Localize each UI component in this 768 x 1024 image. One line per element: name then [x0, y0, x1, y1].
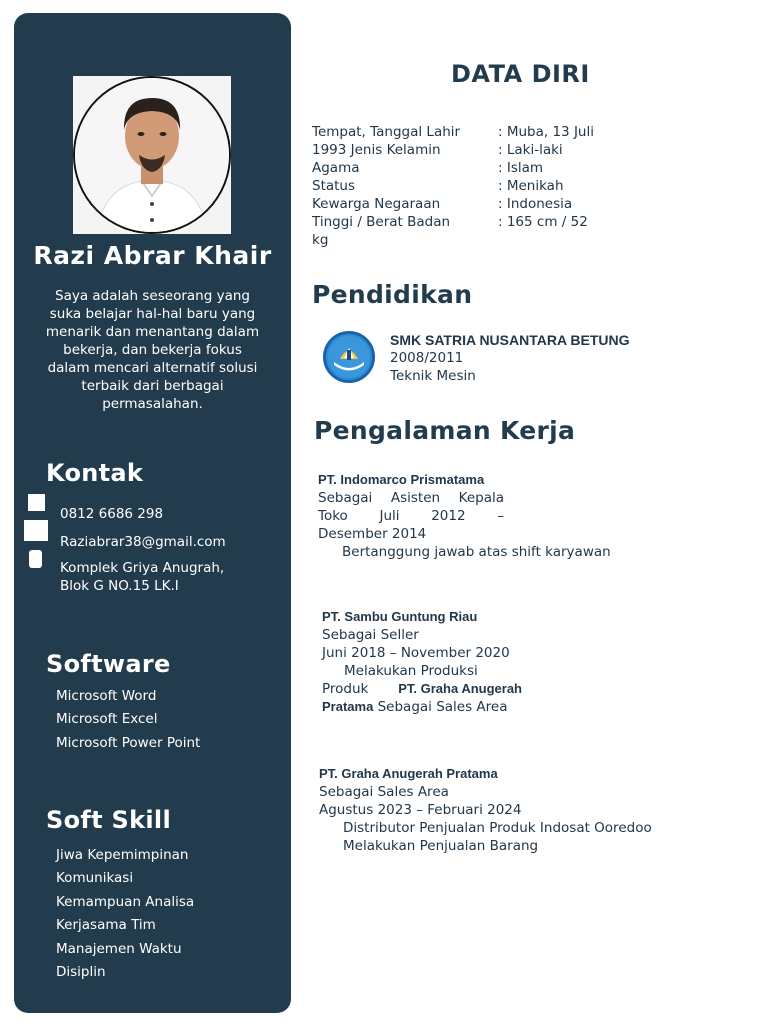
- email-icon: [24, 520, 48, 541]
- job-company: PT. Graha Anugerah Pratama: [319, 766, 498, 781]
- list-item: [33, 937, 194, 961]
- job-entry: [318, 471, 628, 561]
- softskill-item: Disiplin: [56, 964, 106, 981]
- job-entry: [319, 765, 719, 855]
- datadiri-value: : Laki-laki: [498, 142, 563, 158]
- datadiri-value: : Muba, 13 Juli: [498, 124, 594, 140]
- software-item: Microsoft Word: [56, 687, 157, 704]
- address-line: Blok G NO.15 LK.I: [60, 578, 179, 594]
- software-item: Microsoft Power Point: [56, 734, 201, 751]
- softskill-item: Manajemen Waktu: [56, 940, 182, 957]
- software-heading: Software: [46, 650, 171, 678]
- datadiri-label: Tempat, Tanggal Lahir: [312, 124, 461, 140]
- softskill-item: Jiwa Kepemimpinan: [56, 846, 189, 863]
- tut-wuri-logo-icon: [326, 334, 372, 380]
- job-duty-line: Produk PT. Graha Anugerah: [322, 681, 522, 697]
- job-role: Sebagai Sales Area: [319, 784, 449, 800]
- datadiri-label: Tinggi / Berat Badan: [312, 214, 451, 230]
- job-entry: [322, 608, 522, 716]
- pengalaman-heading: Pengalaman Kerja: [314, 416, 576, 445]
- bio-line: menarik dan menantang dalam: [45, 324, 260, 340]
- job-duty: Bertanggung jawab atas shift karyawan: [342, 544, 611, 560]
- job-period: Juni 2018 – November 2020: [322, 645, 510, 661]
- list-item: [33, 708, 200, 732]
- location-icon: [29, 550, 42, 568]
- softskill-item: Komunikasi: [56, 870, 134, 887]
- bio-line: Saya adalah seseorang yang: [55, 288, 250, 304]
- list-item: [33, 684, 200, 708]
- datadiri-label: Agama: [312, 160, 360, 176]
- job-duty: Distributor Penjualan Produk Indosat Ooredoo: [343, 820, 652, 836]
- datadiri-value: : Islam: [498, 160, 544, 176]
- portrait-image: [75, 78, 229, 232]
- datadiri-label: kg: [312, 232, 329, 248]
- list-item: [33, 961, 194, 985]
- profile-photo-frame: [73, 76, 231, 234]
- bio-line: terbaik dari berbagai: [81, 378, 224, 394]
- school-logo-icon: [323, 331, 375, 383]
- job-role-line: Desember 2014: [318, 526, 427, 542]
- job-role-line: Sebagai Asisten Kepala: [318, 490, 504, 506]
- list-item: [33, 867, 194, 891]
- datadiri-label: Status: [312, 178, 356, 194]
- job-company: PT. Sambu Guntung Riau: [322, 609, 478, 624]
- school-years: 2008/2011: [390, 350, 464, 366]
- datadiri-label: 1993 Jenis Kelamin: [312, 142, 441, 158]
- school-name: SMK SATRIA NUSANTARA BETUNG: [390, 332, 630, 348]
- bio-line: dalam mencari alternatif solusi: [47, 360, 258, 376]
- list-item: [33, 890, 194, 914]
- sidebar: [14, 13, 291, 1013]
- datadiri-value: : Indonesia: [498, 196, 573, 212]
- job-role-line: Toko Juli 2012 –: [318, 508, 504, 524]
- list-item: [33, 731, 200, 755]
- job-duty: Melakukan Penjualan Barang: [343, 838, 539, 854]
- profile-photo: [73, 76, 231, 234]
- datadiri-heading: DATA DIRI: [451, 60, 590, 88]
- softskill-heading: Soft Skill: [46, 806, 171, 834]
- contact-phone[interactable]: 0812 6686 298: [60, 506, 164, 522]
- kontak-heading: Kontak: [46, 459, 144, 487]
- contact-address: [60, 559, 224, 595]
- softskill-list: [33, 843, 194, 984]
- profile-bio: [30, 287, 275, 413]
- bio-line: suka belajar hal-hal baru yang: [49, 306, 256, 322]
- softskill-item: Kerjasama Tim: [56, 917, 156, 934]
- school-major: Teknik Mesin: [390, 368, 476, 384]
- datadiri-value: : 165 cm / 52: [498, 214, 588, 230]
- job-duty: Melakukan Produksi: [344, 663, 478, 679]
- address-line: Komplek Griya Anugrah,: [60, 560, 225, 576]
- contact-email[interactable]: Raziabrar38@gmail.com: [60, 534, 226, 550]
- pendidikan-heading: Pendidikan: [312, 280, 473, 309]
- datadiri-label: Kewarga Negaraan: [312, 196, 441, 212]
- datadiri-values: [498, 123, 594, 231]
- profile-name: Razi Abrar Khair: [33, 241, 272, 270]
- list-item: [33, 843, 194, 867]
- datadiri-value: : Menikah: [498, 178, 564, 194]
- list-item: [33, 914, 194, 938]
- software-list: [33, 684, 200, 755]
- job-period: Agustus 2023 – Februari 2024: [319, 802, 522, 818]
- software-item: Microsoft Excel: [56, 711, 158, 728]
- job-company: PT. Indomarco Prismatama: [318, 472, 485, 487]
- bio-line: permasalahan.: [102, 396, 203, 412]
- job-duty-line: Pratama Sebagai Sales Area: [322, 699, 508, 715]
- job-role: Sebagai Seller: [322, 627, 419, 643]
- bio-line: bekerja, dan bekerja fokus: [63, 342, 242, 358]
- phone-icon: [28, 494, 45, 511]
- softskill-item: Kemampuan Analisa: [56, 893, 195, 910]
